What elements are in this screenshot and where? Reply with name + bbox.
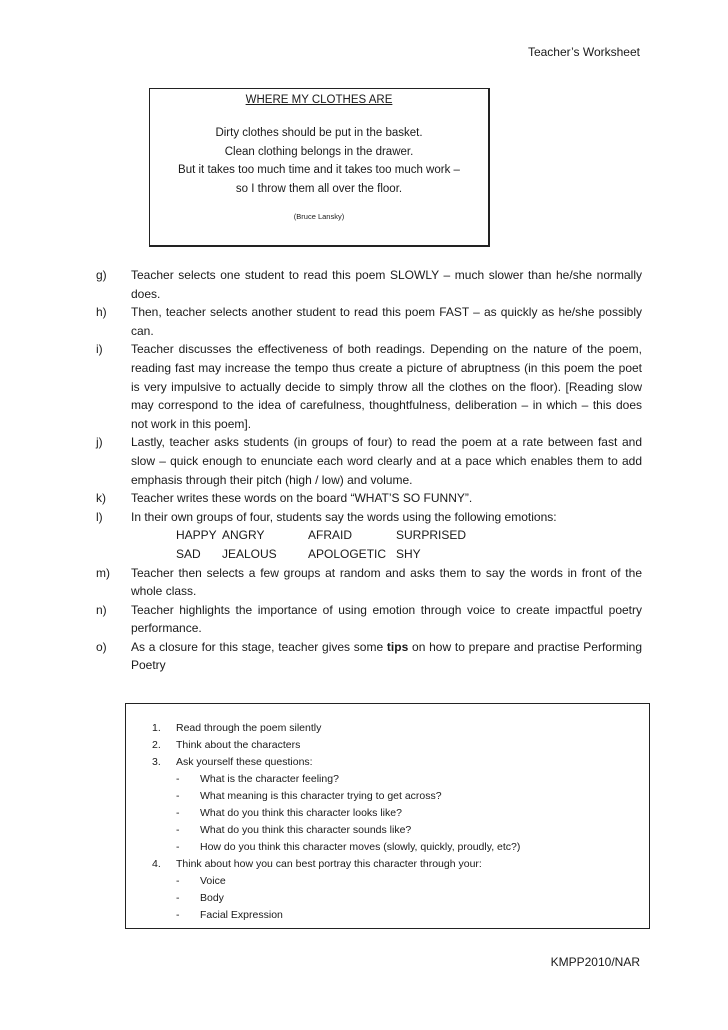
item-marker: i) (96, 342, 103, 357)
list-item (96, 489, 642, 508)
tip-channel-text: Voice (200, 875, 226, 887)
list-item (96, 638, 642, 675)
tip-item (152, 754, 520, 771)
item-text: Teacher discusses the effectiveness of both readings. Depending on the nature of the poem, reading fast may increase the tempo thus create a picture of abruptness (in this poem the poet is very impulsive to actually decide to simply throw all the clothes on the floor). [Reading slow may correspond to the idea of carefulness, thoughtfulness, deliberation – in which – this does not work in this poem]. (131, 342, 642, 431)
list-item (96, 508, 642, 527)
item-text: Then, teacher selects another student to read this poem FAST – as quickly as he/she possibly can. (131, 305, 642, 338)
poem-line: so I throw them all over the floor. (235, 182, 403, 195)
list-item (96, 266, 642, 303)
procedure-list (96, 266, 642, 675)
emotion-word: SURPRISED (396, 528, 467, 543)
tip-question-text: How do you think this character moves (slowly, quickly, proudly, etc?) (200, 841, 521, 853)
tip-question (152, 805, 520, 822)
tip-channel (152, 873, 520, 890)
emotion-word: SHY (396, 546, 421, 561)
emotion-word: HAPPY (176, 528, 217, 543)
tip-number: 1. (152, 722, 161, 734)
poem-line: Dirty clothes should be put in the basket. (215, 127, 423, 139)
emotion-word: SAD (176, 546, 201, 561)
item-text: Teacher selects one student to read this poem SLOWLY – much slower than he/she normally does. (131, 268, 642, 301)
list-item (96, 340, 642, 433)
dash-bullet: - (176, 841, 180, 853)
poem-title: WHERE MY CLOTHES ARE (245, 94, 393, 106)
list-item (96, 433, 642, 489)
tip-channel-text: Body (200, 892, 224, 904)
item-text: Teacher highlights the importance of using emotion through voice to create impactful poetry performance. (131, 602, 642, 636)
item-marker: k) (96, 491, 106, 506)
item-marker: m) (96, 565, 110, 580)
tip-text: Think about the characters (176, 739, 301, 751)
dash-bullet: - (176, 909, 180, 921)
item-marker: g) (96, 268, 107, 282)
tip-question (152, 839, 520, 856)
poem-author: (Bruce Lansky) (293, 212, 345, 221)
tip-question-text: What is the character feeling? (200, 773, 339, 785)
emotion-row (96, 526, 642, 545)
tip-number: 3. (152, 756, 161, 768)
item-text: Teacher then selects a few groups at random and asks them to say the words in front of the whole class. (131, 565, 642, 599)
tip-text: Ask yourself these questions: (176, 756, 313, 768)
tip-channel-text: Facial Expression (200, 909, 283, 921)
tip-text: Think about how you can best portray this character through your: (176, 858, 482, 870)
tip-channel (152, 907, 520, 924)
emotion-row (96, 545, 642, 564)
tips-box (125, 703, 650, 929)
tip-text: Read through the poem silently (176, 722, 322, 734)
item-marker: j) (96, 435, 103, 450)
tip-number: 4. (152, 858, 161, 870)
tip-question-text: What meaning is this character trying to get across? (200, 790, 442, 802)
dash-bullet: - (176, 824, 180, 836)
poem-box (149, 88, 490, 247)
tip-item (152, 720, 520, 737)
poem-lines (150, 124, 488, 198)
item-text: In their own groups of four, students say the words using the following emotions: (131, 509, 557, 524)
item-text-bold: tips (386, 639, 409, 654)
tips-list (152, 720, 520, 924)
tip-question-text: What do you think this character looks like? (200, 807, 402, 819)
emotion-word: ANGRY (222, 528, 265, 543)
tip-channel (152, 890, 520, 907)
emotion-word: APOLOGETIC (308, 546, 387, 561)
emotion-word: AFRAID (308, 528, 353, 543)
worksheet-header: Teacher’s Worksheet (527, 45, 640, 59)
item-marker: l) (96, 509, 103, 524)
list-item (96, 601, 642, 638)
tip-item (152, 856, 520, 873)
item-marker: h) (96, 305, 107, 320)
poem-line: But it takes too much time and it takes too much work – (178, 164, 460, 176)
item-marker: n) (96, 602, 107, 617)
tip-question-text: What do you think this character sounds like? (200, 824, 412, 836)
emotion-word: JEALOUS (222, 546, 277, 561)
footer-code: KMPP2010/NAR (550, 955, 640, 969)
tip-number: 2. (152, 739, 161, 751)
dash-bullet: - (176, 875, 180, 887)
item-marker: o) (96, 639, 107, 654)
dash-bullet: - (176, 790, 180, 802)
dash-bullet: - (176, 892, 180, 904)
tip-question (152, 788, 520, 805)
item-text: Lastly, teacher asks students (in groups of four) to read the poem at a rate between fast and slow – quick enough to enunciate each word clearly and at a pace which enables them to add emphasis through their pitch (high / low) and volume. (131, 435, 642, 487)
item-text-before: As a closure for this stage, teacher gives some (131, 639, 384, 654)
list-item (96, 303, 642, 340)
tip-question (152, 822, 520, 839)
tip-question (152, 771, 520, 788)
tip-item (152, 737, 520, 754)
item-text: Teacher writes these words on the board “WHAT’S SO FUNNY”. (131, 491, 473, 506)
list-item (96, 564, 642, 601)
dash-bullet: - (176, 773, 180, 785)
dash-bullet: - (176, 807, 180, 819)
poem-line: Clean clothing belongs in the drawer. (224, 145, 414, 158)
item-text-after: on how to prepare and practise Performing Poetry (131, 639, 642, 673)
